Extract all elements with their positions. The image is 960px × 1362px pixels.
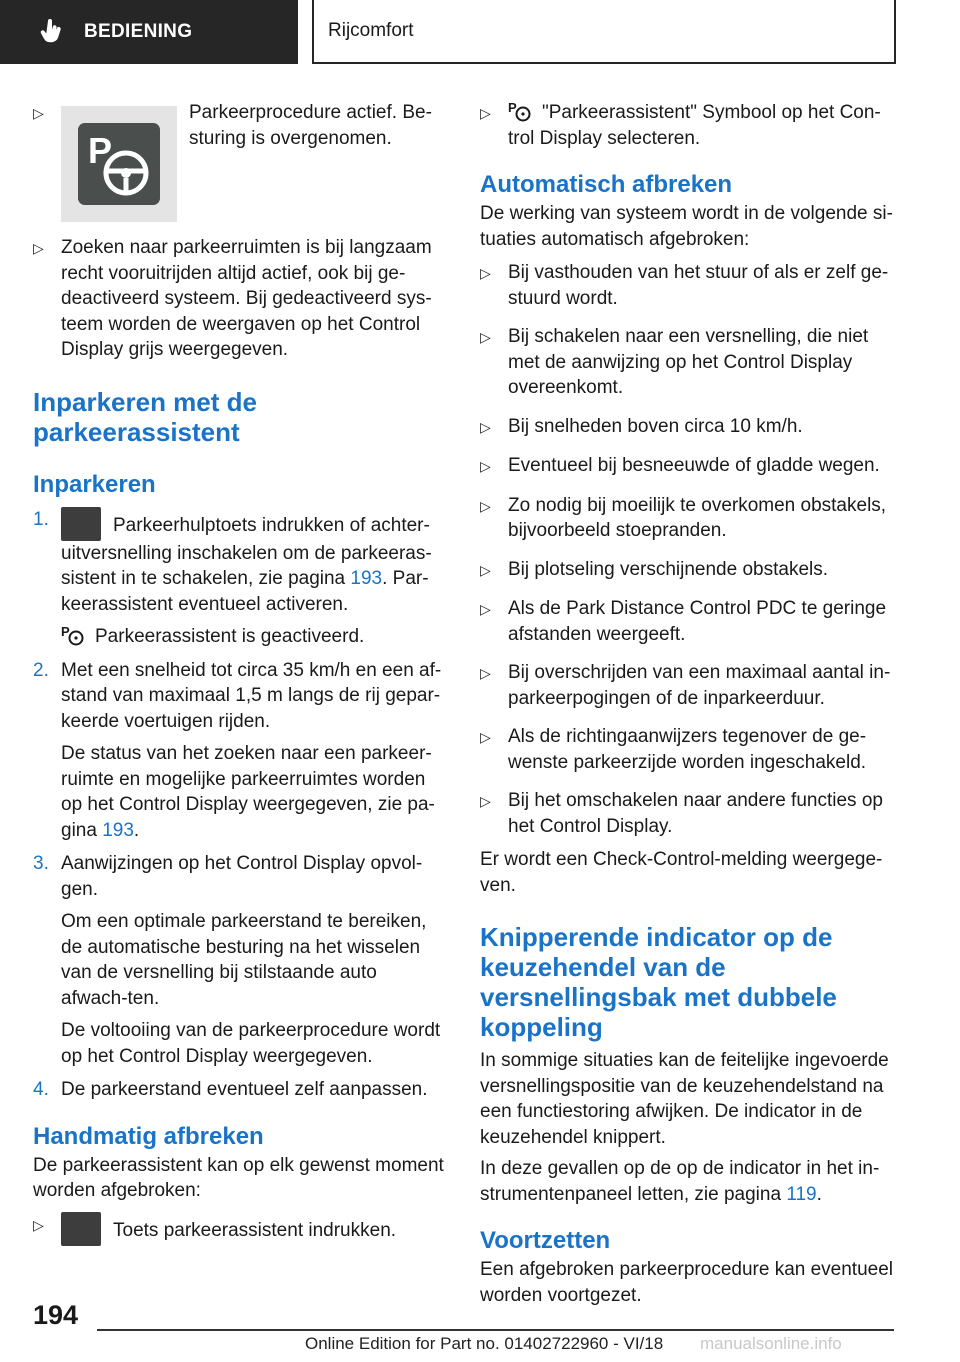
subsection-heading: Inparkeren	[33, 470, 156, 498]
bullet-triangle-icon: ▷	[480, 729, 491, 745]
parking-steering-icon	[61, 106, 177, 222]
bullet-triangle-icon: ▷	[480, 265, 491, 281]
svg-text:P: P	[508, 100, 517, 115]
list-item	[33, 235, 447, 363]
paragraph: De werking van systeem wordt in de volgende si-tuaties automatisch afgebroken:	[480, 203, 893, 250]
paragraph: In deze gevallen op de op de indicator in het in-strumentenpaneel letten, zie pagina 119.	[480, 1158, 880, 1205]
list-item: ▷ Bij het omschakelen naar andere functies op het Control Display.	[480, 788, 894, 839]
paragraph: De parkeerassistent kan op elk gewenst moment worden afgebroken:	[33, 1154, 444, 1201]
bullet-triangle-icon: ▷	[480, 665, 491, 681]
section-heading: Knipperende indicator op de keuzehendel van de versnellingsbak met dubbele koppeling	[480, 922, 837, 1042]
bullet-triangle-icon: ▷	[480, 329, 491, 345]
auto-abort-list	[480, 260, 894, 839]
list-item: 2. Met een snelheid tot circa 35 km/h en een af-stand van maximaal 1,5 m langs de rij gepar-keerde voertuigen rijden. De status van het zoeken naar een parkeer-ruimte en mogelijke parkeerruimtes worden op het Control Display weergegeven, zie pa-gina 193.	[33, 658, 447, 844]
bullet-triangle-icon: ▷	[480, 793, 491, 809]
list-item: ▷ Bij schakelen naar een versnelling, die niet met de aanwijzing op het Control Display overeenkomt.	[480, 324, 894, 401]
footer-edition: Online Edition for Part no. 01402722960 - VI/18	[305, 1334, 664, 1353]
bullet-triangle-icon: ▷	[33, 1216, 44, 1233]
bullet-triangle-icon: ▷	[480, 458, 491, 474]
list-item: ▷ Bij vasthouden van het stuur of als er zelf ge-stuurd wordt.	[480, 260, 894, 311]
bullet-triangle-icon: ▷	[33, 105, 44, 121]
step-number: 3.	[33, 853, 49, 874]
list-item: ▷ Bij snelheden boven circa 10 km/h.	[480, 414, 894, 441]
page-link[interactable]: 119	[786, 1183, 817, 1205]
list-item: ▷ Zo nodig bij moeilijk te overkomen obstakels, bijvoorbeeld stoepranden.	[480, 493, 894, 544]
footer-divider	[97, 1329, 894, 1331]
paragraph: Er wordt een Check-Control-melding weergege-ven.	[480, 849, 883, 896]
bullet-triangle-icon: ▷	[33, 240, 44, 256]
header-section-label: BEDIENING	[84, 21, 193, 42]
parking-assistant-symbol-icon	[61, 624, 85, 646]
subsection-heading: Automatisch afbreken	[480, 171, 733, 198]
parking-assist-button-icon	[61, 507, 101, 541]
list-item: ▷ Als de richtingaanwijzers tegenover de ge-wenste parkeerzijde worden ingeschakeld.	[480, 724, 894, 775]
list-item: ▷ Toets parkeerassistent indrukken.	[33, 1212, 447, 1246]
watermark: manualsonline.info	[700, 1334, 842, 1353]
list-item: ▷ P "Parkeerassistent" Symbool op het Con-trol Display selecteren.	[480, 100, 894, 151]
subsection-heading: Handmatig afbreken	[33, 1122, 264, 1150]
step-number: 4.	[33, 1079, 49, 1100]
list-item: ▷ Eventueel bij besneeuwde of gladde wegen.	[480, 453, 894, 480]
list-item: 3. Aanwijzingen op het Control Display opvol-gen. Om een optimale parkeerstand te bereiken, de automatische besturing na het wisselen van de versnelling bij stilstaande auto afwach-ten. De voltooiing van de parkeerprocedure wordt op het Control Display weergegeven.	[33, 851, 447, 1069]
page-link[interactable]: 193	[350, 568, 383, 589]
bullet-triangle-icon: ▷	[480, 497, 491, 514]
paragraph: Zoeken naar parkeerruimten is bij langzaam recht vooruitrijden altijd actief, ook bij ge-deactiveerd systeem. Bij gedeactiveerd sys-teem worden de weergaven op het Control Display grijs weergegeven.	[61, 237, 432, 360]
list-item: 4. De parkeerstand eventueel zelf aanpassen.	[33, 1077, 447, 1103]
parking-assistant-symbol-icon	[508, 100, 532, 122]
list-item: ▷ Bij plotseling verschijnende obstakels.	[480, 557, 894, 584]
svg-text:P: P	[61, 624, 70, 639]
bullet-triangle-icon: ▷	[480, 418, 491, 435]
bullet-triangle-icon: ▷	[480, 561, 491, 578]
page-link[interactable]: 193	[102, 819, 134, 841]
list-item: ▷ Als de Park Distance Control PDC te geringe afstanden weergeeft.	[480, 596, 894, 647]
left-column	[33, 100, 447, 1246]
bullet-triangle-icon: ▷	[480, 601, 491, 617]
subsection-heading: Voortzetten	[480, 1227, 611, 1254]
right-column	[480, 100, 894, 1308]
header-chapter-label: Rijcomfort	[328, 20, 414, 41]
bullet-triangle-icon: ▷	[480, 105, 491, 121]
svg-text:P: P	[88, 130, 113, 171]
paragraph: In sommige situaties kan de feitelijke ingevoerde versnellingspositie van de keuzehendelstand na een functiestoring afwijken. De indicator in de keuzehendel knippert.	[480, 1050, 889, 1148]
section-heading: Inparkeren met de parkeerassistent	[33, 386, 257, 447]
step-number: 1.	[33, 508, 49, 530]
paragraph: Parkeerprocedure actief. Be-sturing is overgenomen.	[189, 102, 432, 149]
header-section-tab	[0, 0, 298, 64]
paragraph: Een afgebroken parkeerprocedure kan eventueel worden voortgezet.	[480, 1259, 894, 1306]
parking-assist-button-icon	[61, 1212, 101, 1246]
hand-icon	[40, 19, 64, 45]
page-number: 194	[33, 1300, 79, 1330]
header-chapter-tab	[312, 0, 896, 64]
list-item	[33, 100, 447, 222]
list-item: 1. Parkeerhulptoets indrukken of achter-uitversnelling inschakelen om de parkeeras-sistent in te schakelen, zie pagina 193. Par-keerassistent eventueel activeren. P Parkeerassistent is geactiveerd.	[33, 507, 447, 650]
step-number: 2.	[33, 659, 49, 681]
list-item: ▷ Bij overschrijden van een maximaal aantal in-parkeerpogingen of de inparkeerduur.	[480, 660, 894, 711]
